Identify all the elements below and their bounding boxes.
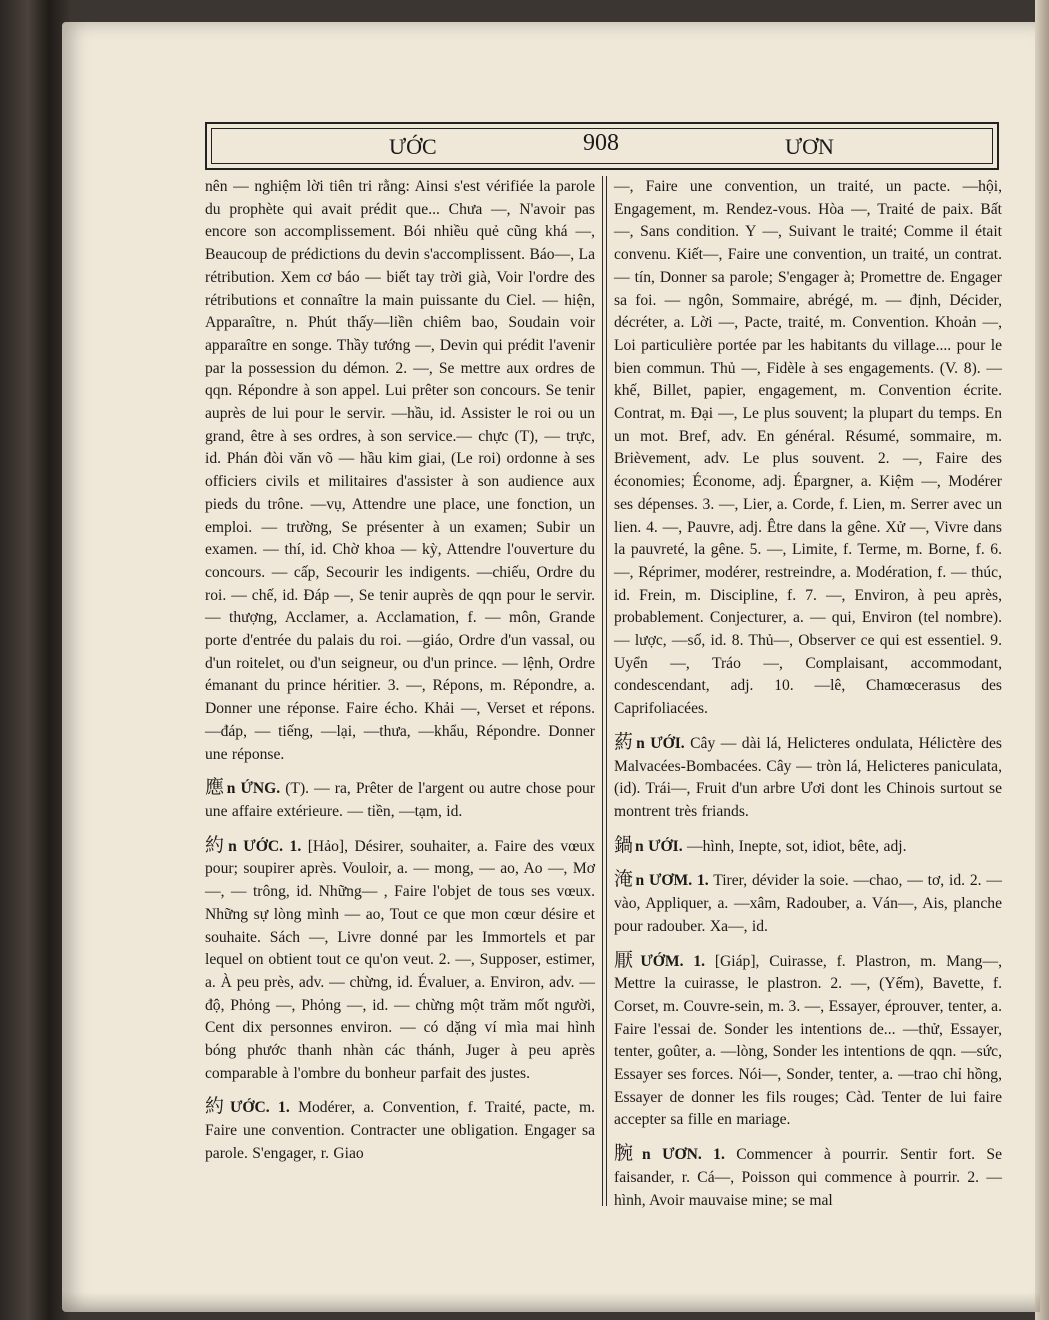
entry-text: (T). — ra, Prêter de l'argent ou autre chose pour une affaire extérieure. — tiền, —tạm, id.: [205, 780, 595, 820]
entry-text: Cây — dài lá, Helicteres ondulata, Hélictère des Malvacées-Bombacées. Cây — tròn lá, Helicteres paniculata, (id). Trái—, Fruit d'un arbre Ươi dont les Chinois surtout se montrent très friands.: [614, 734, 1002, 820]
dictionary-entry: [205, 834, 595, 1086]
entry-text: —, Faire une convention, un traité, un pacte. —hội, Engagement, m. Rendez-vous. Hòa —, Traité de paix. Bất —, Sans condition. Y —, Suivant le traité; Comme il était convenu. Kiết—, Faire une convention, un traité, un contrat. — tín, Donner sa parole; S'engager à; Promettre de. Engager sa foi. — ngôn, Sommaire, abrégé, m. — định, Décider, décréter, a. Lời —, Pacte, traité, m. Convention. Khoản —, Loi particulière portée par les habitants du village.... pour le bien commun. Thủ —, Fidèle à ses engagements. (V. 8). — khế, Billet, papier, engagement, m. Convention écrite. Contrat, m. Đại —, Le plus souvent; la plupart du temps. En un mot. Bref, adv. En général. Résumé, sommaire, m. Brièvement, adv. Le plus souvent. 2. —, Faire des économies; Économe, adj. Épargner, a. Kiệm —, Modérer ses dépenses. 3. —, Lier, a. Corde, f. Lien, m. Serrer avec un lien. 4. —, Pauvre, adj. Être dans la gêne. Xử —, Vivre dans la pauvreté, la gêne. 5. —, Limite, f. Terme, m. Borne, f. 6. —, Réprimer, modérer, restreindre, a. Modération, f. — thúc, id. Frein, m. Discipline, f. 7. —, Environ, à peu après, probablement. Conjecturer, a. — qui, Environ (tel nombre). — lược, —số, id. 8. Thủ—, Observer ce qui est essentiel. 9. Uyển —, Tráo —, Complaisant, accommodant, condescendant, adj. 10. —lê, Chamœcerasus des Caprifoliacées.: [614, 178, 1002, 718]
book-spine-edge: [0, 0, 70, 1320]
header-left-guide-word: ƯỚC: [389, 134, 437, 159]
hanzi-character: 葯: [614, 730, 635, 753]
entry-text: Tirer, dévider la soie. —chao, — tơ, id. 2. —vào, Appliquer, a. —xâm, Radouber, a. Ván—, Ais, planche pour radouber. Xa—, id.: [614, 872, 1002, 935]
dictionary-entry: [614, 834, 1002, 859]
dictionary-entry: [614, 731, 1002, 824]
entry-headword: n ỨNG.: [226, 780, 281, 798]
dictionary-entry: [205, 776, 595, 823]
header-right-guide-word: ƯƠN: [785, 134, 834, 159]
entry-text: [Giáp], Cuirasse, f. Plastron, m. Mang—, Mettre la cuirasse, le plastron. 2. —, (Yếm), Bavette, f. Corset, m. Couvre-sein, m. 3. —, Essayer, éprouver, tenter, a. Faire l'essai de. Sonder les intentions de... —thử, Essayer, tenter, goûter, a. —lòng, Sonder les intentions de qqn. —sức, Essayer ses forces. Nói—, Sonder, tenter, a. —trao chỉ hồng, Essayer de donner les fils rouges; Càd. Tenter de lui faire accepter sa fille en mariage.: [614, 952, 1002, 1129]
entry-headword: ƯỚM. 1.: [640, 952, 706, 970]
entry-headword: n ƯỚI.: [636, 734, 685, 752]
entry-continuation: [614, 176, 1002, 721]
page-bottom-shadow: [62, 1292, 1040, 1312]
entry-headword: n ƯỚI.: [635, 837, 683, 855]
hanzi-character: 應: [205, 776, 225, 799]
entry-continuation: [205, 176, 595, 766]
dictionary-entry: [614, 1142, 1002, 1212]
entry-headword: n ƯỚC. 1.: [228, 837, 302, 855]
dictionary-entry: [614, 949, 1002, 1133]
entry-text: nên — nghiệm lời tiên tri rằng: Ainsi s'est vérifiée la parole du prophète qui avait prédit que... Chưa —, N'avoir pas encore son accomplissement. Bói nhiều quẻ cũng khá —, Beaucoup de prédictions du devin s'accomplissent. Báo—, La rétribution. Xem cơ báo — biết tay trời già, Voir l'ordre des rétributions et connaître la main puissante du Ciel. — hiện, Apparaître, n. Phút thấy—liền chiêm bao, Soudain voir apparaître en songe. Thầy tướng —, Devin qui prédit l'avenir par la possession du démon. 2. —, Se mettre aux ordres de qqn. Répondre à son appel. Lui prêter son concours. Se tenir auprès de lui pour le servir. —hầu, id. Assister le roi ou un grand, être à ses ordres, à son service.— chực (T), — trực, id. Phán đòi văn võ — hầu kim giai, (Le roi) ordonne à ses officiers civils et militaires d'assister à son audience aux pieds du trône. —vụ, Attendre une place, une fonction, un emploi. — trường, Se présenter à un examen; Subir un examen. — thí, id. Chờ khoa — kỳ, Attendre l'ouverture du concours. — cấp, Secourir les indigents. —chiếu, Ordre du roi. — chế, id. Đáp —, Se tenir auprès de qqn pour le servir. — thượng, Acclamer, a. Acclamation, f. — môn, Grande porte d'entrée du palais du roi. —giáo, Ordre d'un vassal, ou d'un roitelet, ou d'un seigneur, ou d'un prince. — lệnh, Ordre émanant du prince héritier. 3. —, Répons, m. Répondre, a. Donner une réponse. Faire écho. Khải —, Verset et répons. —đáp, — tiếng, —lại, —thưa, —khẩu, Répondre. Donner une réponse.: [205, 178, 595, 763]
hanzi-character: 厭: [614, 948, 639, 971]
entry-headword: ƯỚC. 1.: [229, 1099, 290, 1117]
running-header: [205, 122, 999, 170]
hanzi-character: 約: [205, 1095, 228, 1118]
left-column: [205, 176, 595, 1176]
page-stack-edge: [1035, 0, 1049, 1320]
column-rule: [602, 176, 603, 1206]
column-rule: [606, 176, 607, 1206]
hanzi-character: 腕: [614, 1142, 640, 1165]
entry-text: —hình, Inepte, sot, idiot, bête, adj.: [687, 837, 907, 855]
entry-text: Commencer à pourrir. Sentir fort. Se faisander, r. Cá—, Poisson qui commence à pourrir. 2. —hình, Avoir mauvaise mine; se mal: [614, 1146, 1002, 1209]
hanzi-character: 淹: [614, 868, 634, 891]
page-number: 908: [583, 130, 619, 156]
entry-headword: n ƯƠM. 1.: [635, 872, 709, 890]
right-column: [614, 176, 1002, 1222]
entry-text: [Hảo], Désirer, souhaiter, a. Faire des vœux pour; soupirer après. Vouloir, a. — mong, — ao, Ao —, Mơ—, — trông, id. Những— , Faire l'objet de tous ses vœux. Những sự lòng mình — ao, Tout ce que mon cœur désire et souhaite. Sách —, Livre donné par les Immortels et par lequel on obtient tout ce qu'on veut. 2. —, Supposer, estimer, a. À peu près, adv. — chừng, id. Évaluer, a. Environ, adv. — độ, Phỏng —, Phỏng —, id. — chừng một trăm mốt người, Cent dix personnes environ. — có dặng ví mìa mai hình bóng phước thanh nhàn các thánh, Juger à peu après comparable à l'ombre du bonheur parfait des justes.: [205, 837, 595, 1082]
hanzi-character: 約: [205, 833, 227, 856]
dictionary-entry: [205, 1095, 595, 1165]
hanzi-character: 鍋: [614, 833, 634, 856]
entry-headword: n ƯƠN. 1.: [642, 1146, 725, 1164]
dictionary-entry: [614, 868, 1002, 938]
entry-text: Modérer, a. Convention, f. Traité, pacte, m. Faire une convention. Contracter une obligation. Engager sa parole. S'engager, r. Giao: [205, 1099, 595, 1162]
